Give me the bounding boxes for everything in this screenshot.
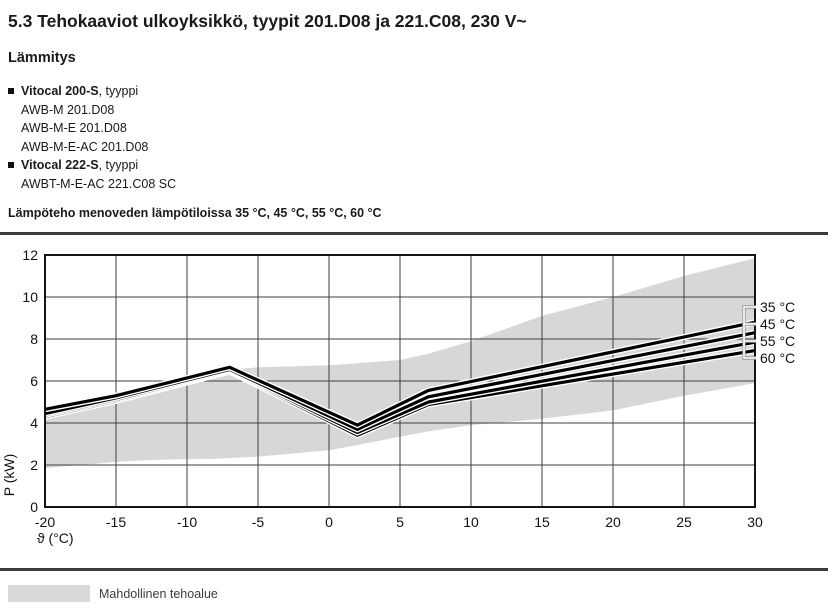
x-tick-label: 15 <box>534 514 550 530</box>
x-tick-label: 25 <box>676 514 692 530</box>
header-section <box>0 0 828 221</box>
x-tick-label: 20 <box>605 514 621 530</box>
legend-label: Mahdollinen tehoalue <box>99 586 218 601</box>
y-tick-label: 10 <box>22 289 38 305</box>
y-axis-label: P (kW) <box>1 453 17 497</box>
x-tick-label: 30 <box>747 514 763 530</box>
x-tick-label: -15 <box>105 514 127 530</box>
chart-intro: Lämpöteho menoveden lämpötiloissa 35 °C, 45 °C, 55 °C, 60 °C <box>8 206 382 220</box>
chart-legend <box>8 585 828 602</box>
series-label-45C: 45 °C <box>760 316 796 332</box>
y-tick-label: 8 <box>30 331 38 347</box>
y-tick-label: 12 <box>22 247 38 263</box>
product-list <box>8 82 820 193</box>
x-tick-label: -10 <box>176 514 198 530</box>
product-item: Vitocal 222-S, tyyppi <box>8 156 820 175</box>
y-tick-label: 6 <box>30 373 38 389</box>
x-tick-label: 5 <box>396 514 404 530</box>
x-tick-label: 0 <box>325 514 333 530</box>
x-tick-label: 10 <box>463 514 479 530</box>
product-model: AWB-M-E 201.D08 <box>21 121 127 135</box>
section-heading: Lämmitys <box>8 50 76 66</box>
product-model: AWBT-M-E-AC 221.C08 SC <box>21 176 177 191</box>
square-bullet-icon <box>8 88 14 94</box>
y-tick-label: 0 <box>30 499 38 515</box>
series-label-60C: 60 °C <box>760 350 796 366</box>
x-axis-label: ϑ (°C) <box>37 530 74 546</box>
product-model: AWB-M-E-AC 201.D08 <box>21 139 149 154</box>
x-tick-label: -20 <box>34 514 56 530</box>
power-chart <box>0 235 828 555</box>
y-tick-label: 2 <box>30 457 38 473</box>
product-model: AWB-M 201.D08 <box>21 102 115 117</box>
divider-bottom <box>0 568 828 571</box>
series-label-35C: 35 °C <box>760 299 796 315</box>
x-tick-label: -5 <box>251 514 265 530</box>
page-title: 5.3 Tehokaaviot ulkoyksikkö, tyypit 201.D08 ja 221.C08, 230 V~ <box>8 11 527 31</box>
y-tick-label: 4 <box>30 415 38 431</box>
series-label-55C: 55 °C <box>760 333 796 349</box>
legend-swatch <box>8 585 90 602</box>
square-bullet-icon <box>8 162 14 168</box>
product-item: Vitocal 200-S, tyyppi <box>8 82 820 101</box>
